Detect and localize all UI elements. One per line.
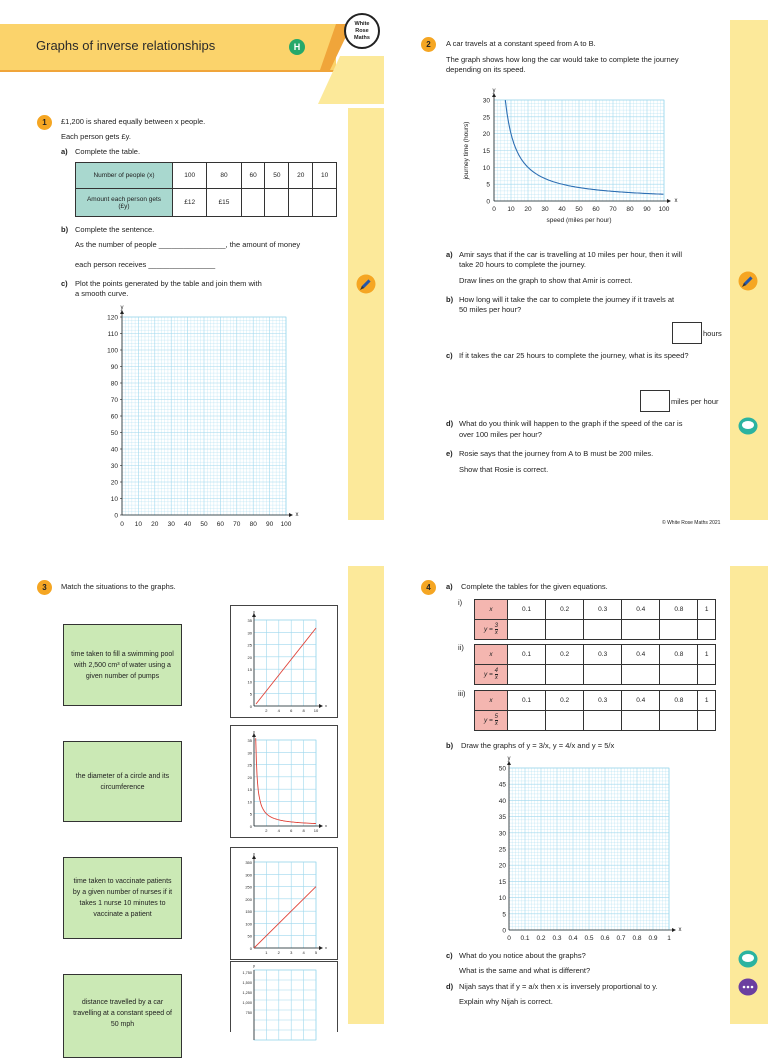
answer-cell[interactable] [265,189,289,217]
x-tick-label: 0.4 [568,935,577,942]
x-tick-label: 2 [265,828,268,833]
x-header: x [475,645,508,665]
y-tick-label: 30 [483,98,491,105]
discussion-icon [738,417,758,435]
q2c-text: If it takes the car 25 hours to complete the journey, what is its speed? [459,351,689,361]
side-strip [348,566,384,1024]
y-tick-label: 50 [248,934,253,939]
y-tick-label: 40 [111,447,119,454]
answer-cell[interactable] [584,620,622,640]
x-tick-label: 10 [314,828,319,833]
y-tick-label: 10 [499,895,507,902]
x-tick-label: 80 [626,206,634,213]
answer-cell[interactable] [698,620,716,640]
q4a-text: Complete the tables for the given equations. [461,582,608,592]
roman-label: i) [458,598,462,608]
question-number: 4 [421,580,436,595]
q4-value-table [474,644,716,685]
part-label: b) [61,225,68,235]
x-tick-label: 2 [278,950,281,955]
x-value-cell: 0.1 [508,645,546,665]
y-tick-label: 300 [245,872,252,877]
q2b-text1: How long will it take the car to complete the journey if it travels at [459,295,674,305]
y-tick-label: 5 [250,812,253,817]
y-tick-label: 25 [248,643,253,648]
x-tick-label: 1 [265,950,268,955]
y-tick-label: 15 [483,148,491,155]
x-axis-letter: x [325,945,327,950]
q2a-text3: Draw lines on the graph to show that Amir is correct. [459,276,632,286]
y-tick-label: 10 [483,165,491,172]
numerator: 5 [495,714,498,721]
numerator: 4 [495,668,498,675]
x-tick-label: 0 [492,206,496,213]
hours-answer-box[interactable] [672,322,702,344]
q1-intro: £1,200 is shared equally between x people. [61,117,205,127]
answer-cell[interactable] [289,189,313,217]
q4c-text2: What is the same and what is different? [459,966,590,976]
pencil-icon [738,271,758,291]
x-tick-label: 60 [217,521,225,528]
q1c-text2: a smooth curve. [75,289,128,299]
y-tick-label: 100 [107,348,118,355]
y-tick-label: 5 [502,911,506,918]
part-label: a) [446,250,453,260]
x-tick-label: 0.1 [520,935,529,942]
y-tick-label: 20 [248,655,253,660]
x-tick-label: 70 [609,206,617,213]
x-value-cell: 0.2 [546,645,584,665]
answer-cell[interactable] [698,711,716,731]
y-tick-label: 15 [248,667,253,672]
y-tick-label: 90 [111,364,119,371]
y-tick-label: 25 [483,114,491,121]
q2a-text2: take 20 hours to complete the journey. [459,260,586,270]
denominator: x [495,630,498,636]
x-tick-label: 0 [507,935,511,942]
x-value-cell: 1 [698,645,716,665]
y-tick-label: 35 [499,814,507,821]
q2e-text2: Show that Rosie is correct. [459,465,548,475]
y-tick-label: 60 [111,414,119,421]
answer-cell[interactable] [508,665,546,685]
situation-text: time taken to vaccinate patients by a given number of nurses if it takes 1 nurse 10 minutes to vaccinate a patient [64,876,181,920]
answer-cell[interactable] [622,620,660,640]
y-tick-label: 15 [499,879,507,886]
x-tick-label: 20 [524,206,532,213]
answer-cell[interactable] [622,665,660,685]
q1c-text1: Plot the points generated by the table and join them with [75,279,262,289]
q1-intro2: Each person gets £y. [61,132,131,142]
speed-unit: miles per hour [671,397,719,407]
y-axis-letter: y [508,756,511,762]
question-number: 2 [421,37,436,52]
y-tick-label: 1,250 [242,991,252,995]
answer-cell[interactable] [508,620,546,640]
x-tick-label: 90 [266,521,274,528]
x-axis-label: x [296,512,299,518]
part-label: c) [446,351,453,361]
x-axis-arrow [672,928,676,932]
fraction [495,668,498,681]
x-axis-letter: x [325,703,327,708]
x-tick-label: 70 [233,521,241,528]
grid-background [254,970,316,1040]
q3-graph-linear-large [232,848,332,958]
y-axis-letter: y [493,88,496,94]
y-tick-label: 10 [248,799,253,804]
table-cell: 80 [207,163,241,189]
x-tick-label: 8 [302,708,305,713]
fraction [495,714,498,727]
x-value-cell: 1 [698,600,716,620]
y-tick-label: 35 [248,738,253,743]
y-tick-label: 20 [483,131,491,138]
x-axis-letter: x [325,823,327,828]
y-tick-label: 15 [248,787,253,792]
x-tick-label: 0.7 [616,935,625,942]
part-label: a) [61,147,68,157]
situation-text: distance travelled by a car travelling at a constant speed of 50 mph [64,997,181,1030]
x-tick-label: 90 [643,206,651,213]
y-tick-label: 20 [499,863,507,870]
x-value-cell: 0.2 [546,691,584,711]
denominator: x [495,721,498,727]
q3-graph-linear [232,606,332,716]
q4-value-table [474,690,716,731]
numerator: 3 [495,623,498,630]
x-tick-label: 20 [151,521,159,528]
x-tick-label: 4 [278,708,281,713]
x-tick-label: 4 [278,828,281,833]
situation-card[interactable] [63,974,182,1058]
hours-unit: hours [703,329,722,339]
table-cell: £12 [173,189,207,217]
x-value-cell: 0.1 [508,691,546,711]
y-tick-label: 30 [111,463,119,470]
q1-table [75,162,337,217]
x-axis-arrow [319,704,323,708]
y-tick-label: 45 [499,782,507,789]
part-label: d) [446,419,453,429]
side-strip [348,108,384,520]
grid-background [254,740,316,826]
y-tick-label: 1,500 [242,981,252,985]
x-header: x [475,600,508,620]
part-label: b) [446,741,453,751]
y-tick-label: 40 [499,798,507,805]
y-axis-label: y [121,305,124,311]
x-axis-letter: x [679,927,682,933]
y-tick-label: 30 [499,830,507,837]
y-tick-label: 0 [486,199,490,206]
y-tick-label: 0 [114,513,118,520]
y-tick-label: 250 [245,885,252,890]
x-value-cell: 0.4 [622,691,660,711]
q3-graph-partial [232,962,332,1024]
q2-intro2: The graph shows how long the car would take to complete the journey [446,55,679,65]
y-tick-label: 0 [250,704,253,709]
y-tick-label: 750 [246,1011,252,1015]
y-axis-letter: y [253,963,255,968]
answer-cell[interactable] [584,665,622,685]
discussion-icon [738,950,758,968]
question-number: 3 [37,580,52,595]
y-tick-label: 0 [250,946,253,951]
white-rose-maths-logo [344,13,380,49]
x-tick-label: 60 [592,206,600,213]
x-value-cell: 0.1 [508,600,546,620]
situation-card[interactable] [63,857,182,939]
y-tick-label: 10 [248,679,253,684]
table-header: Amount each person gets (£y) [76,189,173,217]
x-tick-label: 0.5 [584,935,593,942]
q1b-line1[interactable]: As the number of people ________________, the amount of money [75,240,300,250]
situation-card[interactable] [63,624,182,706]
y-tick-label: 35 [248,618,253,623]
x-tick-label: 4 [302,950,305,955]
x-tick-label: 0.2 [536,935,545,942]
table-header: Number of people (x) [76,163,173,189]
y-tick-label: 70 [111,397,119,404]
x-tick-label: 5 [315,950,318,955]
x-tick-label: 0 [120,521,124,528]
y-tick-label: 10 [111,496,119,503]
answer-cell[interactable] [660,711,698,731]
answer-cell[interactable] [508,711,546,731]
x-tick-label: 50 [575,206,583,213]
x-value-cell: 0.4 [622,600,660,620]
q2b-text2: 50 miles per hour? [459,305,521,315]
y-axis-letter: y [253,851,255,856]
answer-cell[interactable] [622,711,660,731]
q2e-text1: Rosie says that the journey from A to B must be 200 miles. [459,449,653,459]
y-equation-header [475,620,508,640]
journey-time-chart [456,82,686,232]
x-tick-label: 2 [265,708,268,713]
q3-intro: Match the situations to the graphs. [61,582,176,592]
reasoning-icon [738,978,758,996]
logo-word: Rose [346,28,378,35]
pencil-icon [356,274,376,294]
situation-text: time taken to fill a swimming pool with 2,500 cm³ of water using a given number of pumps [64,649,181,682]
denominator: x [495,675,498,681]
x-tick-label: 6 [290,828,293,833]
x-tick-label: 6 [290,708,293,713]
answer-cell[interactable] [546,620,584,640]
answer-cell[interactable] [546,711,584,731]
situation-card[interactable] [63,741,182,822]
q2a-text1: Amir says that if the car is travelling at 10 miles per hour, then it will [459,250,682,260]
x-tick-label: 1 [667,935,671,942]
part-label: c) [446,951,453,961]
x-axis-letter: x [675,198,678,204]
y-tick-label: 200 [245,897,252,902]
q4c-text1: What do you notice about the graphs? [459,951,586,961]
part-label: a) [446,582,453,592]
side-strip [730,20,768,520]
fraction [495,623,498,636]
part-label: b) [446,295,453,305]
q3-graph-inverse [232,726,332,836]
q1b-line2[interactable]: each person receives ________________ [75,260,215,270]
y-tick-label: 5 [250,692,253,697]
x-tick-label: 100 [659,206,670,213]
grid-background [254,862,316,948]
q4-plot-grid[interactable] [492,760,692,950]
table-cell: £15 [207,189,241,217]
y-tick-label: 150 [245,909,252,914]
x-tick-label: 50 [200,521,208,528]
answer-cell[interactable] [313,189,337,217]
x-value-cell: 0.3 [584,691,622,711]
y-tick-label: 25 [248,763,253,768]
table-cell: 20 [289,163,313,189]
logo-word: White [346,21,378,28]
x-axis-arrow [319,824,323,828]
y-axis-label: journey time (hours) [463,122,470,181]
x-tick-label: 3 [290,950,293,955]
x-axis-arrow [319,946,323,950]
q4-value-table [474,599,716,640]
y-tick-label: 20 [111,480,119,487]
q1a-text: Complete the table. [75,147,140,157]
y-tick-label: 20 [248,775,253,780]
y-tick-label: 350 [245,860,252,865]
x-tick-label: 80 [250,521,258,528]
part-label: c) [61,279,68,289]
answer-cell[interactable] [241,189,265,217]
x-value-cell: 0.2 [546,600,584,620]
y-tick-label: 100 [245,921,252,926]
answer-cell[interactable] [546,665,584,685]
y-tick-label: 80 [111,381,119,388]
y-tick-label: 1,750 [242,971,252,975]
q2d-text1: What do you think will happen to the graph if the speed of the car is [459,419,682,429]
table-cell: 10 [313,163,337,189]
x-tick-label: 40 [558,206,566,213]
table-cell: 50 [265,163,289,189]
y-tick-label: 50 [499,766,507,773]
q4d-text2: Explain why Nijah is correct. [459,997,553,1007]
x-tick-label: 0.6 [600,935,609,942]
higher-tier-badge: H [289,39,305,55]
q4d-text1: Nijah says that if y = a/x then x is inversely proportional to y. [459,982,658,992]
q4b-text [461,741,614,751]
q2d-text2: over 100 miles per hour? [459,430,542,440]
x-tick-label: 40 [184,521,192,528]
x-tick-label: 0.9 [648,935,657,942]
x-tick-label: 100 [281,521,292,528]
answer-cell[interactable] [660,665,698,685]
x-value-cell: 0.8 [660,600,698,620]
x-value-cell: 0.8 [660,691,698,711]
table-cell: 100 [173,163,207,189]
roman-label: iii) [458,689,466,699]
q2-intro: A car travels at a constant speed from A to B. [446,39,596,49]
page-title: Graphs of inverse relationships [36,38,215,53]
y-tick-label: 1,000 [242,1001,252,1005]
part-label: e) [446,449,453,459]
y-tick-label: 30 [248,630,253,635]
y-tick-label: 30 [248,750,253,755]
y-tick-label: 5 [486,182,490,189]
x-tick-label: 0.8 [632,935,641,942]
answer-cell[interactable] [698,665,716,685]
y-tick-label: 25 [499,847,507,854]
x-value-cell: 1 [698,691,716,711]
x-tick-label: 10 [314,708,319,713]
y-prefix: y = [484,626,495,633]
x-tick-label: 30 [168,521,176,528]
x-axis-label: speed (miles per hour) [546,217,611,224]
table-cell: 60 [241,163,265,189]
x-value-cell: 0.4 [622,645,660,665]
y-tick-label: 0 [250,824,253,829]
q1b-text: Complete the sentence. [75,225,154,235]
y-axis-letter: y [253,729,255,734]
x-tick-label: 30 [541,206,549,213]
y-prefix: y = [484,671,495,678]
y-prefix: y = [484,717,495,724]
x-tick-label: 8 [302,828,305,833]
x-tick-label: 10 [507,206,515,213]
answer-cell[interactable] [584,711,622,731]
y-tick-label: 0 [502,928,506,935]
question-number: 1 [37,115,52,130]
y-equation-header [475,711,508,731]
y-tick-label: 50 [111,430,119,437]
grid-background [254,620,316,706]
x-value-cell: 0.3 [584,645,622,665]
q1-plot-grid[interactable] [100,303,300,533]
part-label: d) [446,982,453,992]
speed-answer-box[interactable] [640,390,670,412]
copyright: © White Rose Maths 2021 [662,518,720,528]
x-tick-label: 10 [135,521,143,528]
x-tick-label: 0.3 [552,935,561,942]
answer-cell[interactable] [660,620,698,640]
x-axis-arrow [667,199,671,203]
y-tick-label: 110 [108,331,119,338]
q4b-text-content: Draw the graphs of y = 3/x, y = 4/x and y = 5/x [461,741,614,750]
q2-intro3: depending on its speed. [446,65,526,75]
situation-text: the diameter of a circle and its circumference [64,771,181,793]
logo-word: Maths [346,35,378,42]
x-value-cell: 0.8 [660,645,698,665]
y-axis-letter: y [253,609,255,614]
x-header: x [475,691,508,711]
y-equation-header [475,665,508,685]
roman-label: ii) [458,643,464,653]
x-value-cell: 0.3 [584,600,622,620]
y-tick-label: 120 [107,315,118,322]
x-axis-arrow [289,513,293,517]
